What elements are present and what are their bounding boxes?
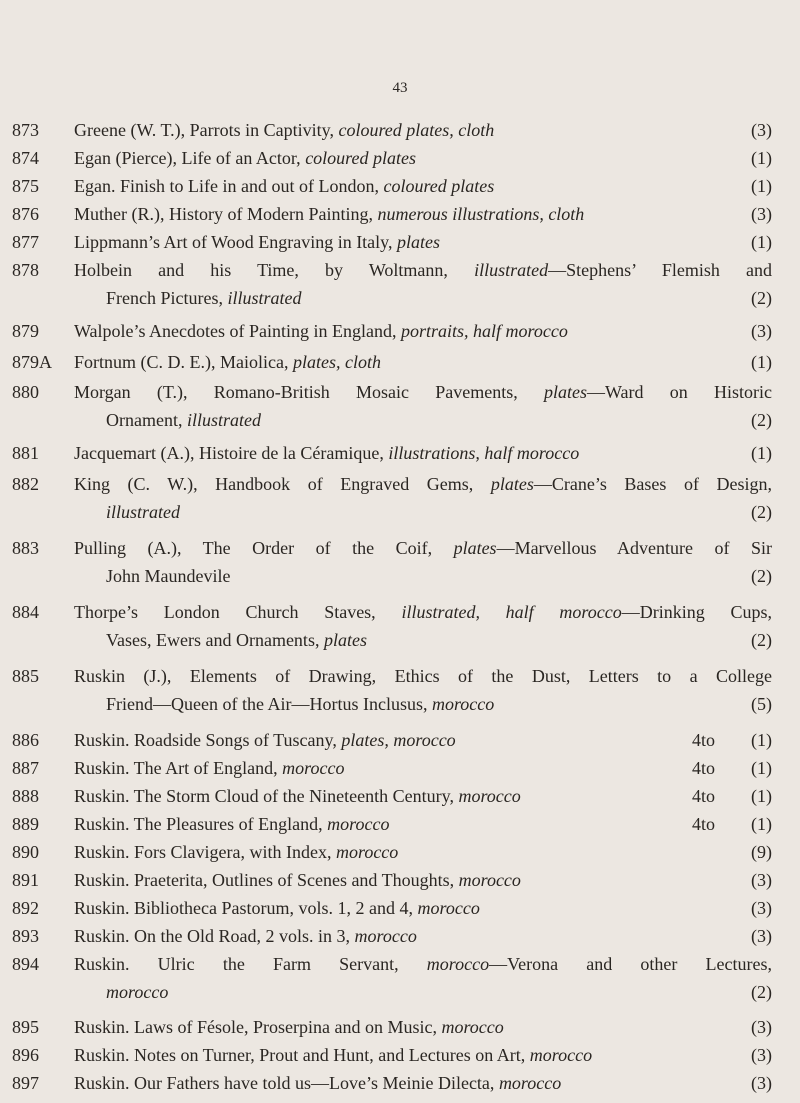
- description-italic: coloured plates, cloth: [338, 120, 495, 140]
- lot-description-line: [74, 284, 772, 312]
- lot-number: 890: [12, 842, 39, 862]
- description-italic: illustrated: [106, 502, 181, 522]
- lot-entry: [0, 256, 800, 312]
- description-text: Ruskin. Notes on Turner, Prout and Hunt, and Lectures on Art,: [74, 1045, 530, 1065]
- description-italic: morocco: [441, 1017, 504, 1037]
- description-italic: morocco: [498, 1073, 562, 1093]
- description-italic: plates: [453, 538, 497, 558]
- lot-number: 894: [12, 954, 39, 974]
- description-text: Egan. Finish to Life in and out of London,: [74, 176, 384, 196]
- lot-number: 896: [12, 1045, 39, 1065]
- lot-description-line: [74, 228, 772, 256]
- lot-description-line: [74, 922, 772, 950]
- lot-description-line: [74, 810, 772, 838]
- lot-quantity: (1): [751, 786, 772, 806]
- lot-quantity: (1): [751, 232, 772, 252]
- lot-description-line: [74, 950, 772, 978]
- description-text: —Verona and other Lectures,: [489, 954, 773, 974]
- lot-quantity: (1): [751, 814, 772, 834]
- description-italic: illustrated: [474, 260, 549, 280]
- description-text: Ruskin (J.), Elements of Drawing, Ethics of the Dust, Letters to a College: [74, 666, 772, 686]
- description-text: Ruskin. The Storm Cloud of the Nineteenth Century,: [74, 786, 459, 806]
- lot-entry: [0, 782, 800, 810]
- description-text: Ruskin. Laws of Fésole, Proserpina and on Music,: [74, 1017, 442, 1037]
- lot-entry: [0, 378, 800, 434]
- description-italic: morocco: [458, 870, 521, 890]
- lot-quantity: (3): [751, 1045, 772, 1065]
- description-text: Ruskin. Roadside Songs of Tuscany,: [74, 730, 342, 750]
- lot-description-line: [74, 626, 772, 654]
- description-text: —Stephens’ Flemish and: [548, 260, 773, 280]
- lot-entry: [0, 172, 800, 200]
- lot-number: 875: [12, 176, 39, 196]
- lot-entry: [0, 1069, 800, 1097]
- lot-number: 883: [12, 538, 39, 558]
- description-italic: morocco: [327, 814, 390, 834]
- description-text: Ruskin. Ulric the Farm Servant,: [74, 954, 427, 974]
- lot-description-line: [74, 439, 772, 467]
- lot-number: 884: [12, 602, 39, 622]
- description-italic: morocco: [282, 758, 345, 778]
- lot-number: 879: [12, 321, 39, 341]
- description-text: Friend—Queen of the Air—Hortus Inclusus,: [106, 694, 432, 714]
- lot-number: 879A: [12, 352, 52, 372]
- lot-description-line: [74, 894, 772, 922]
- lot-entry: [0, 810, 800, 838]
- lot-entry: [0, 534, 800, 590]
- lot-description-line: [74, 782, 772, 810]
- lot-entry: [0, 228, 800, 256]
- lot-description-line: [74, 378, 772, 406]
- lot-entry: [0, 950, 800, 1006]
- lot-description-line: [74, 256, 772, 284]
- description-text: Egan (Pierce), Life of an Actor,: [74, 148, 306, 168]
- lot-number: 891: [12, 870, 39, 890]
- lot-description-line: [74, 1069, 772, 1097]
- description-text: —Drinking Cups,: [621, 602, 772, 622]
- lot-description-line: [74, 534, 772, 562]
- description-text: Lippmann’s Art of Wood Engraving in Italy,: [74, 232, 398, 252]
- lot-quantity: (1): [751, 730, 772, 750]
- page-number: 43: [392, 80, 408, 96]
- lot-number: 876: [12, 204, 39, 224]
- lot-quantity: (3): [751, 204, 772, 224]
- lot-entry: [0, 144, 800, 172]
- lot-entry: [0, 348, 800, 376]
- description-text: Morgan (T.), Romano-British Mosaic Pavements,: [74, 382, 544, 402]
- lot-number: 897: [12, 1073, 39, 1093]
- lot-quantity: (3): [751, 1073, 772, 1093]
- description-italic: plates: [323, 630, 367, 650]
- lot-entry: [0, 317, 800, 345]
- description-italic: morocco: [354, 926, 417, 946]
- lot-number: 887: [12, 758, 39, 778]
- lot-description-line: [74, 172, 772, 200]
- description-text: Jacquemart (A.), Histoire de la Céramique,: [74, 443, 389, 463]
- lot-entry: [0, 116, 800, 144]
- lot-entry: [0, 866, 800, 894]
- lot-description-line: [74, 200, 772, 228]
- lot-entry: [0, 662, 800, 718]
- lot-description-line: [74, 498, 772, 526]
- lot-number: 889: [12, 814, 39, 834]
- description-text: Thorpe’s London Church Staves,: [74, 602, 402, 622]
- lot-description-line: [74, 690, 772, 718]
- lot-description-line: [74, 348, 772, 376]
- lot-entry: [0, 754, 800, 782]
- description-italic: illustrated: [186, 410, 261, 430]
- description-italic: illustrated: [227, 288, 302, 308]
- description-text: French Pictures,: [106, 288, 228, 308]
- lot-description-line: [74, 562, 772, 590]
- lot-description-line: [74, 978, 772, 1006]
- lot-number: 880: [12, 382, 39, 402]
- description-text: Ruskin. Praeterita, Outlines of Scenes and Thoughts,: [74, 870, 459, 890]
- lot-description-line: [74, 662, 772, 690]
- lot-description-line: [74, 838, 772, 866]
- description-text: Ruskin. Bibliotheca Pastorum, vols. 1, 2 and 4,: [74, 898, 418, 918]
- description-text: Pulling (A.), The Order of the Coif,: [74, 538, 454, 558]
- lot-quantity: (3): [751, 870, 772, 890]
- lot-description-line: [74, 317, 772, 345]
- description-text: Fortnum (C. D. E.), Maiolica,: [74, 352, 293, 372]
- lot-quantity: (2): [751, 288, 772, 308]
- description-italic: morocco: [335, 842, 399, 862]
- catalogue-entries: [0, 116, 800, 1097]
- lot-number: 886: [12, 730, 39, 750]
- lot-entry: [0, 726, 800, 754]
- lot-quantity: (1): [751, 148, 772, 168]
- description-text: Ornament,: [106, 410, 187, 430]
- lot-entry: [0, 470, 800, 526]
- lot-entry: [0, 439, 800, 467]
- description-text: Vases, Ewers and Ornaments,: [106, 630, 324, 650]
- description-italic: plates: [397, 232, 441, 252]
- lot-description-line: [74, 598, 772, 626]
- description-italic: morocco: [426, 954, 490, 974]
- lot-quantity: (1): [751, 176, 772, 196]
- lot-description-line: [74, 726, 772, 754]
- description-italic: coloured plates: [383, 176, 495, 196]
- lot-quantity: (3): [751, 1017, 772, 1037]
- lot-number: 873: [12, 120, 39, 140]
- description-italic: morocco: [417, 898, 480, 918]
- lot-number: 893: [12, 926, 39, 946]
- lot-entry: [0, 1013, 800, 1041]
- lot-entry: [0, 838, 800, 866]
- lot-quantity: (5): [751, 694, 772, 714]
- description-text: Ruskin. Fors Clavigera, with Index,: [74, 842, 336, 862]
- description-text: Ruskin. The Pleasures of England,: [74, 814, 328, 834]
- lot-number: 874: [12, 148, 39, 168]
- lot-quantity: (3): [751, 926, 772, 946]
- lot-number: 878: [12, 260, 39, 280]
- lot-number: 892: [12, 898, 39, 918]
- description-italic: portraits, half morocco: [401, 321, 568, 341]
- lot-description-line: [74, 1041, 772, 1069]
- description-text: —Crane’s Bases of Design,: [533, 474, 772, 494]
- description-italic: coloured plates: [305, 148, 416, 168]
- lot-number: 877: [12, 232, 39, 252]
- description-text: Holbein and his Time, by Woltmann,: [74, 260, 475, 280]
- lot-quantity: (1): [751, 443, 772, 463]
- description-italic: plates: [543, 382, 587, 402]
- lot-description-line: [74, 470, 772, 498]
- lot-quantity: (2): [751, 410, 772, 430]
- description-text: Ruskin. Our Fathers have told us—Love’s Meinie Dilecta,: [74, 1073, 499, 1093]
- description-italic: plates, cloth: [292, 352, 381, 372]
- lot-number: 881: [12, 443, 39, 463]
- description-text: —Ward on Historic: [586, 382, 772, 402]
- lot-format: 4to: [691, 730, 715, 750]
- lot-number: 885: [12, 666, 39, 686]
- description-italic: morocco: [529, 1045, 593, 1065]
- lot-quantity: (9): [751, 842, 772, 862]
- lot-number: 888: [12, 786, 39, 806]
- lot-quantity: (1): [751, 352, 772, 372]
- lot-quantity: (3): [751, 898, 772, 918]
- description-italic: plates, morocco: [341, 730, 456, 750]
- description-text: King (C. W.), Handbook of Engraved Gems,: [74, 474, 491, 494]
- lot-entry: [0, 894, 800, 922]
- description-italic: illustrations, half morocco: [388, 443, 580, 463]
- lot-quantity: (2): [751, 566, 772, 586]
- lot-description-line: [74, 1013, 772, 1041]
- lot-description-line: [74, 406, 772, 434]
- lot-entry: [0, 200, 800, 228]
- description-text: John Maundevile: [106, 566, 231, 586]
- lot-quantity: (2): [751, 502, 772, 522]
- lot-number: 895: [12, 1017, 39, 1037]
- description-text: —Marvellous Adventure of Sir: [496, 538, 772, 558]
- description-italic: numerous illustrations, cloth: [377, 204, 585, 224]
- description-text: Muther (R.), History of Modern Painting,: [74, 204, 378, 224]
- lot-description-line: [74, 116, 772, 144]
- lot-number: 882: [12, 474, 39, 494]
- lot-description-line: [74, 754, 772, 782]
- lot-format: 4to: [691, 758, 715, 778]
- lot-quantity: (1): [751, 758, 772, 778]
- lot-quantity: (2): [751, 982, 772, 1002]
- lot-quantity: (2): [751, 630, 772, 650]
- description-italic: illustrated, half morocco: [401, 602, 622, 622]
- lot-entry: [0, 1041, 800, 1069]
- lot-format: 4to: [691, 786, 715, 806]
- lot-entry: [0, 598, 800, 654]
- description-italic: morocco: [458, 786, 521, 806]
- lot-format: 4to: [691, 814, 715, 834]
- lot-description-line: [74, 144, 772, 172]
- lot-entry: [0, 922, 800, 950]
- description-italic: morocco: [106, 982, 169, 1002]
- lot-quantity: (3): [751, 321, 772, 341]
- description-text: Walpole’s Anecdotes of Painting in England,: [74, 321, 401, 341]
- description-text: Ruskin. On the Old Road, 2 vols. in 3,: [74, 926, 355, 946]
- description-italic: morocco: [431, 694, 495, 714]
- description-italic: plates: [490, 474, 534, 494]
- lot-description-line: [74, 866, 772, 894]
- description-text: Ruskin. The Art of England,: [74, 758, 283, 778]
- description-text: Greene (W. T.), Parrots in Captivity,: [74, 120, 339, 140]
- lot-quantity: (3): [751, 120, 772, 140]
